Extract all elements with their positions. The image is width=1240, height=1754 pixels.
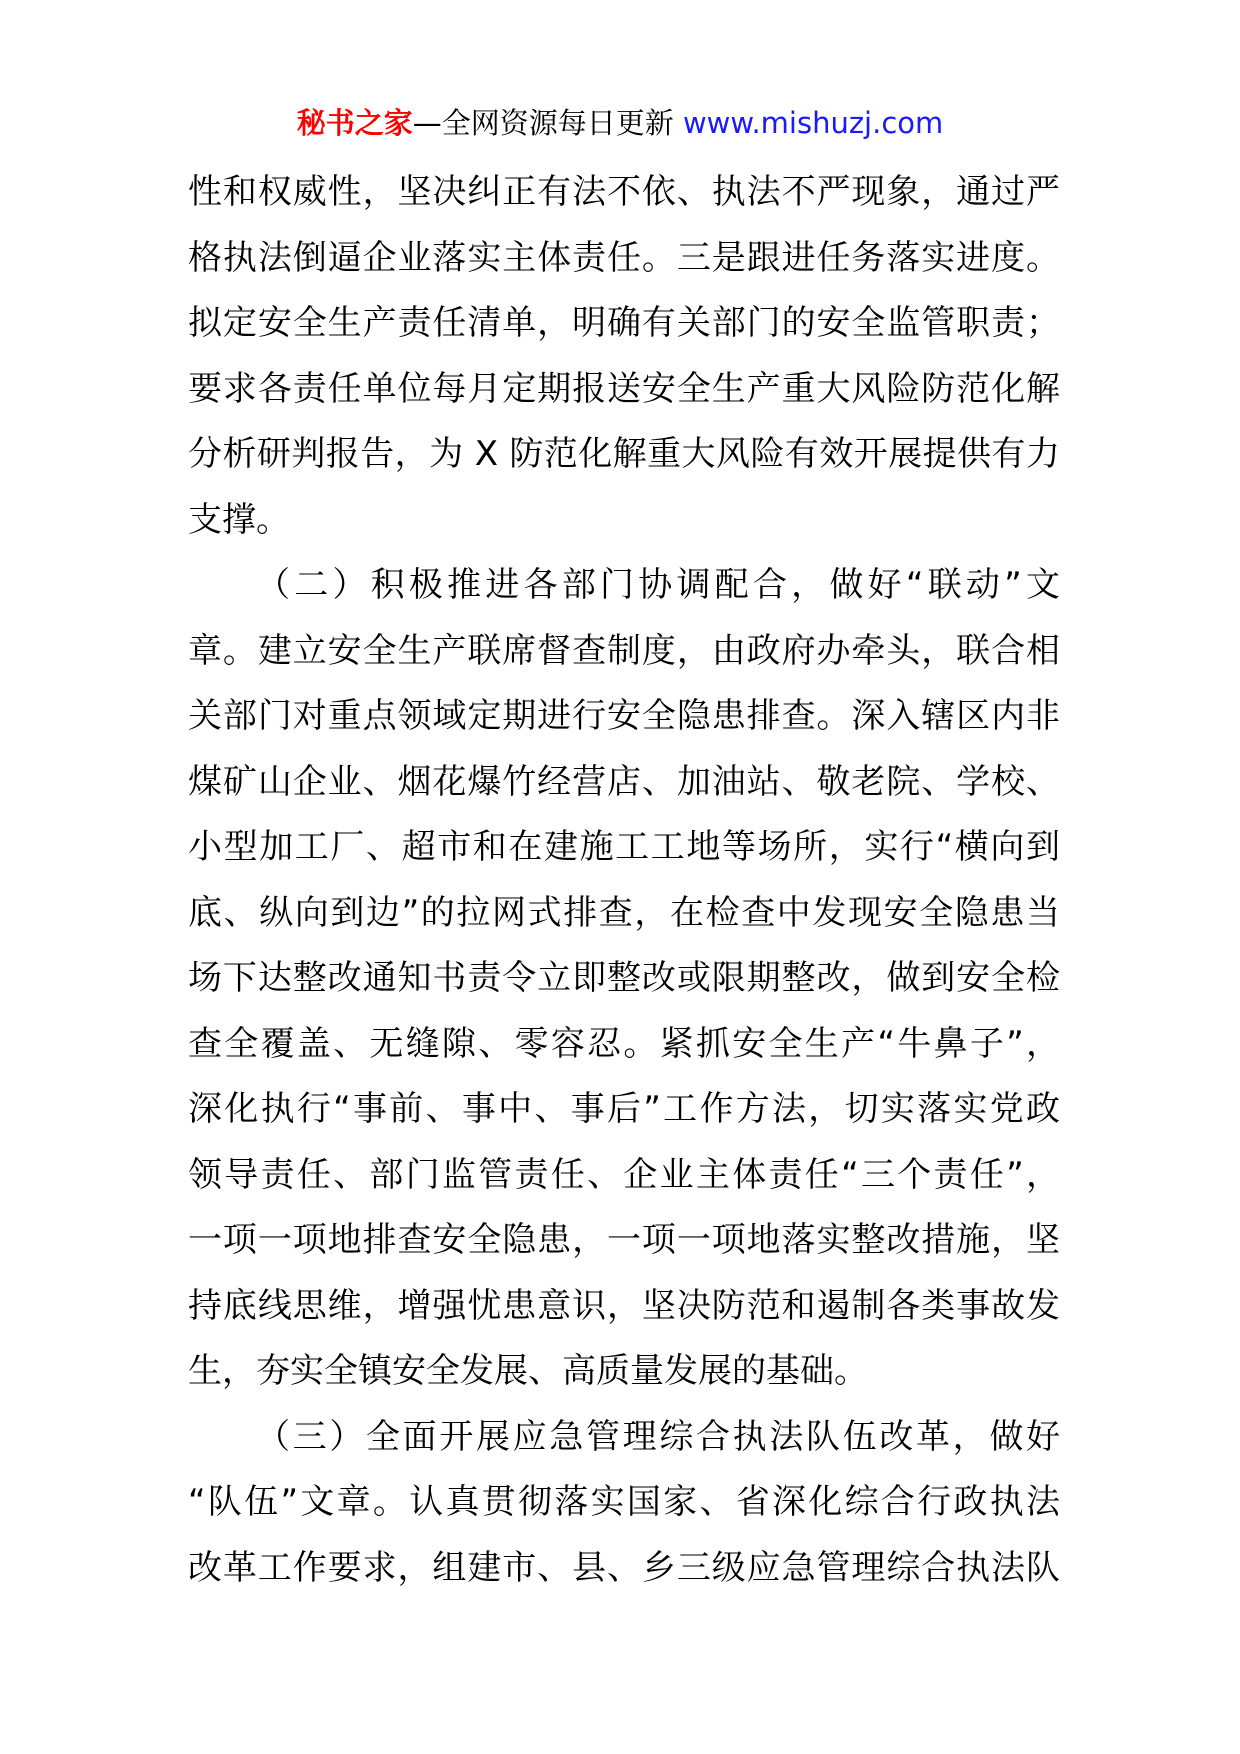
text-line: 性和权威性，坚决纠正有法不依、执法不严现象，通过严 — [188, 172, 1060, 212]
text-line: 关部门对重点领域定期进行安全隐患排查。深入辖区内非 — [188, 696, 1060, 736]
text-line: 生，夯实全镇安全发展、高质量发展的基础。 — [188, 1351, 868, 1391]
document-body — [188, 160, 1060, 1601]
text-line: 要求各责任单位每月定期报送安全生产重大风险防范化解 — [188, 368, 1060, 409]
text-line: 改革工作要求，组建市、县、乡三级应急管理综合执法队 — [188, 1547, 1060, 1588]
text-line: 一项一项地排查安全隐患，一项一项地落实整改措施，坚 — [188, 1220, 1060, 1260]
text-line: 煤矿山企业、烟花爆竹经营店、加油站、敬老院、学校、 — [188, 761, 1060, 802]
text-line: 分析研判报告，为 X 防范化解重大风险有效开展提供有力 — [188, 434, 1060, 474]
page-header — [0, 103, 1240, 143]
section-heading-line: （二）积极推进各部门协调配合，做好“联动”文 — [256, 565, 1060, 605]
text-line: 支撑。 — [188, 499, 290, 540]
text-line: 小型加工厂、超市和在建施工工地等场所，实行“横向到 — [188, 827, 1060, 867]
text-line: 拟定安全生产责任清单，明确有关部门的安全监管职责； — [188, 303, 1060, 343]
brand-name: 秘书之家 — [296, 106, 413, 140]
text-line: 领导责任、部门监管责任、企业主体责任“三个责任”， — [188, 1154, 1060, 1195]
text-line: 持底线思维，增强忧患意识，坚决防范和遏制各类事故发 — [188, 1285, 1060, 1326]
text-line: “队伍”文章。认真贯彻落实国家、省深化综合行政执法 — [188, 1482, 1060, 1522]
text-line: 深化执行“事前、事中、事后”工作方法，切实落实党政 — [188, 1089, 1060, 1129]
section-heading-line: （三）全面开展应急管理综合执法队伍改革，做好 — [256, 1416, 1060, 1457]
text-line: 格执法倒逼企业落实主体责任。三是跟进任务落实进度。 — [188, 237, 1060, 278]
site-url-link[interactable]: www.mishuzj.com — [682, 106, 944, 140]
text-line: 底、纵向到边”的拉网式排查，在检查中发现安全隐患当 — [188, 892, 1060, 933]
text-line: 章。建立安全生产联席督查制度，由政府办牵头，联合相 — [188, 630, 1060, 671]
text-line: 查全覆盖、无缝隙、零容忍。紧抓安全生产“牛鼻子”， — [188, 1023, 1060, 1064]
text-line: 场下达整改通知书责令立即整改或限期整改，做到安全检 — [188, 958, 1060, 998]
header-tagline: —全网资源每日更新 — [412, 106, 674, 140]
